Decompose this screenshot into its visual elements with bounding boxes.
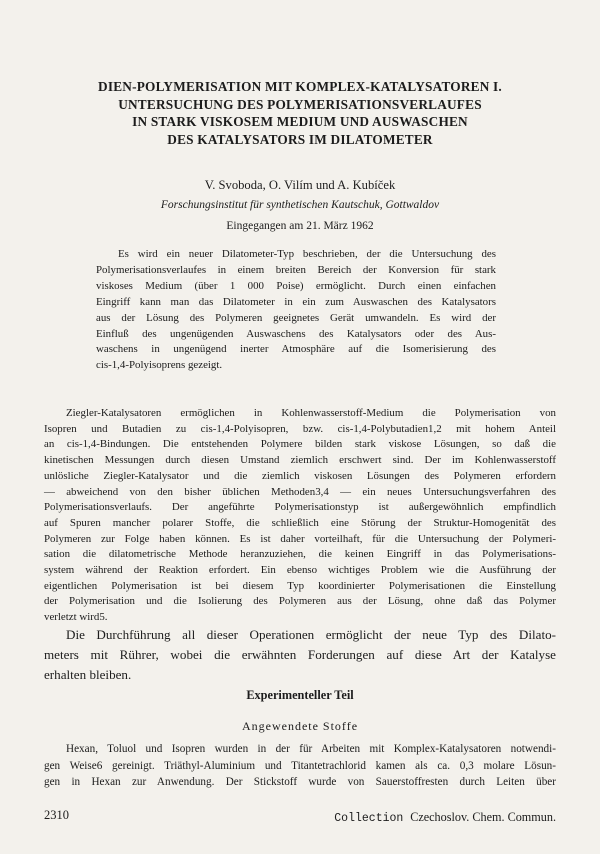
body-line: gen in Hexan zur Anwendung. Der Stickstoff wurde von Sauerstoffresten durch Leiten über — [44, 776, 556, 789]
body-line: erhalten bleiben. — [44, 667, 132, 682]
body-line: eigentlichen Polymerisation ist bei diesem Typ koordinierter Polymerisationen die Einstellung — [44, 579, 556, 592]
section-heading: Experimenteller Teil — [246, 688, 354, 702]
journal-name — [334, 810, 556, 825]
body-line: der Polymerisation und die Isolierung des Polymeren aus der Lösung, ohne daß das Polymer — [44, 595, 556, 608]
abstract-line: viskoses Medium (über 1 000 Poise) ermöglicht. Durch einen einfachen — [96, 279, 496, 292]
abstract-line: Eingriff kann man das Dilatometer in ein zum Auswaschen des Katalysators — [96, 295, 496, 308]
intro-paragraph — [44, 406, 556, 626]
body-line: meters mit Rührer, wobei die erwähnten Forderungen auf diese Art der Katalyse — [44, 647, 556, 662]
body-line: Polymerisationsverlaufs. Der angeführte Polymerisationstyp ist außergewöhnlich empfindlich — [44, 501, 556, 514]
summary-paragraph — [44, 625, 556, 685]
body-line: Hexan, Toluol und Isopren wurden in der für Arbeiten mit Komplex-Katalysatoren notwendi- — [66, 743, 556, 755]
abstract — [96, 247, 496, 374]
page-number: 2310 — [44, 808, 69, 822]
journal-name-part: Collection — [334, 812, 404, 825]
body-line: an cis-1,4-Bindungen. Die entstehenden Polymere bilden stark viskose Lösungen, so daß die — [44, 438, 556, 451]
body-line: Ziegler-Katalysatoren ermöglichen in Kohlenwasserstoff-Medium die Polymerisation von — [66, 407, 556, 419]
body-line: unlösliche Ziegler-Katalysator und die ziemlich viskosen Lösungen des Polymeren erfordern — [44, 469, 556, 482]
title-line: DES KATALYSATORS IM DILATOMETER — [167, 131, 433, 147]
abstract-line: aus der Lösung des Polymeren geeignetes Gerät umwandeln. Es wird der — [96, 311, 496, 324]
abstract-line: Es wird ein neuer Dilatometer-Typ beschrieben, der die Untersuchung des — [118, 248, 496, 260]
received-date: Eingegangen am 21. März 1962 — [226, 220, 374, 232]
title-line: DIEN-POLYMERISATION MIT KOMPLEX-KATALYSATOREN I. — [98, 79, 502, 94]
body-line: Polymeren zur Folge haben können. Es ist daher vorteilhaft, für die Untersuchung der Polymeri- — [44, 532, 556, 545]
body-line: system während der Reaktion erfordert. Ein ebenso wichtiges Problem wie die Ausführung der — [44, 564, 556, 577]
authors: V. Svoboda, O. Vilím und A. Kubíček — [204, 178, 396, 192]
body-line: — abweichend von den bisher üblichen Methoden3,4 — ein neues Untersuchungsverfahren des — [44, 485, 556, 498]
body-line: auf Spuren mancher polarer Stoffe, die schließlich eine Störung der Struktur-Homogenität des — [44, 516, 556, 529]
body-line: sation die dilatometrische Methode heranzuziehen, die keinen Eingriff in das Polymerisations- — [44, 548, 556, 561]
paper-title — [60, 78, 540, 148]
affiliation: Forschungsinstitut für synthetischen Kautschuk, Gottwaldov — [160, 199, 440, 211]
body-line: verletzt wird5. — [44, 611, 108, 624]
materials-paragraph — [44, 741, 556, 791]
subsection-heading: Angewendete Stoffe — [241, 719, 359, 733]
abstract-line: cis-1,4-Polyisoprens gezeigt. — [96, 359, 223, 372]
title-line: UNTERSUCHUNG DES POLYMERISATIONSVERLAUFES — [118, 96, 482, 112]
body-line: Isopren und Butadien zu cis-1,4-Polyisopren, bzw. cis-1,4-Polybutadien1,2 mit hohem Anteil — [44, 422, 556, 435]
journal-name-part: Czechoslov. Chem. Commun. — [410, 810, 556, 824]
title-line: IN STARK VISKOSEM MEDIUM UND AUSWASCHEN — [132, 114, 468, 129]
abstract-line: waschens in ungenügend inerter Atmosphäre auf die Isomerisierung des — [96, 343, 496, 356]
body-line: Die Durchführung all dieser Operationen ermöglicht der neue Typ des Dilato- — [66, 627, 556, 642]
body-line: kinetischen Messungen durch diesen Umstand ziemlich erschwert sind. Der im Kohlenwasserstoff — [44, 454, 556, 467]
abstract-line: Einfluß des ungenügenden Auswaschens des Katalysators oder des Aus- — [96, 327, 496, 340]
body-line: gen Weise6 gereinigt. Triäthyl-Aluminium und Titantetrachlorid kamen als ca. 0,3 molare Lösun- — [44, 759, 556, 772]
abstract-line: Polymerisationsverlaufes in einem breiten Bereich der Konversion für stark — [96, 263, 496, 276]
